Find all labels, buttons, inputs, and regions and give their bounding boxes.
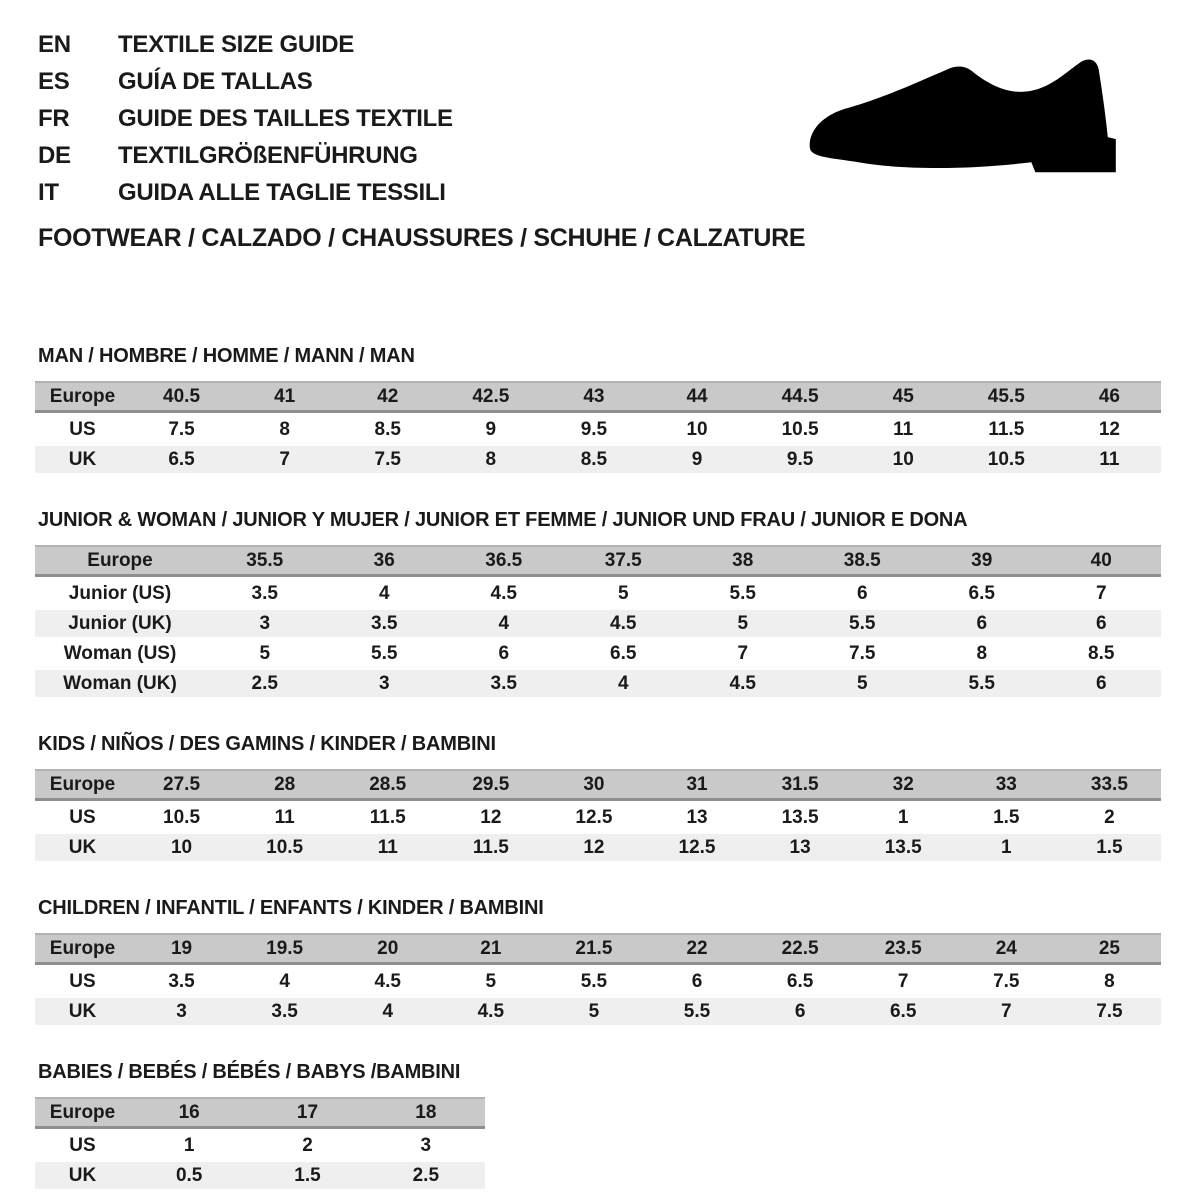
- size-cell: 7.5: [993, 970, 1020, 992]
- table-row: [35, 580, 1161, 607]
- row-label-cell: UK: [35, 446, 130, 473]
- size-cell: 6.5: [610, 642, 637, 664]
- size-cell: 5.5: [371, 642, 398, 664]
- header-size-cell: 45.5: [955, 381, 1058, 413]
- size-cell: 11: [274, 806, 295, 828]
- size-table-section-man: [38, 345, 1164, 476]
- table-row: [35, 381, 1161, 413]
- size-cell: 12.5: [645, 834, 748, 861]
- header-size-cell: 32: [852, 769, 955, 801]
- header-size-cell: 29.5: [439, 769, 542, 801]
- header-size-cell: 21: [439, 933, 542, 965]
- size-cell: 2: [1104, 806, 1115, 828]
- size-table-babies: [35, 1094, 485, 1192]
- table-row: [35, 640, 1161, 667]
- size-cell: 3: [325, 670, 445, 697]
- header-size-cell: 44.5: [749, 381, 852, 413]
- header-size-cell: 40: [1042, 545, 1162, 577]
- header-label-cell: Europe: [35, 933, 130, 965]
- size-cell: 6: [691, 970, 703, 992]
- header-size-cell: 16: [130, 1097, 248, 1129]
- header-size-cell: 28: [233, 769, 336, 801]
- header-size-cell: 38: [683, 545, 803, 577]
- section-title: BABIES / BEBÉS / BÉBÉS / BABYS /BAMBINI: [38, 1061, 461, 1083]
- size-cell: 1: [183, 1134, 195, 1156]
- row-label-cell: Woman (US): [63, 642, 177, 664]
- size-cell: 8: [976, 642, 988, 664]
- size-cell: 5.5: [729, 582, 756, 604]
- size-cell: 6.5: [130, 446, 233, 473]
- header-size-cell: 44: [645, 381, 748, 413]
- size-cell: 6: [749, 998, 852, 1025]
- header-size-cell: 19: [130, 933, 233, 965]
- size-cell: 7: [233, 446, 336, 473]
- section-title: CHILDREN / INFANTIL / ENFANTS / KINDER / BAMBINI: [38, 897, 544, 919]
- size-cell: 5: [617, 582, 629, 604]
- size-cell: 6: [498, 642, 510, 664]
- size-cell: 12: [480, 806, 502, 828]
- header-size-cell: 18: [367, 1097, 485, 1129]
- size-cell: 3.5: [251, 582, 278, 604]
- size-cell: 9.5: [749, 446, 852, 473]
- size-cell: 12.5: [575, 806, 613, 828]
- header-size-cell: 35.5: [205, 545, 325, 577]
- size-cell: 4: [336, 998, 439, 1025]
- size-cell: 10.5: [781, 418, 819, 440]
- category-title: FOOTWEAR / CALZADO / CHAUSSURES / SCHUHE / CALZATURE: [38, 224, 806, 252]
- size-cell: 3: [205, 610, 325, 637]
- table-row: [35, 769, 1161, 801]
- header-size-cell: 41: [233, 381, 336, 413]
- size-cell: 1: [955, 834, 1058, 861]
- size-cell: 7.5: [336, 446, 439, 473]
- table-row: [35, 1132, 485, 1159]
- size-cell: 4.5: [439, 998, 542, 1025]
- row-label-cell: US: [69, 970, 96, 992]
- language-code: EN: [38, 31, 71, 58]
- header-label-cell: Europe: [35, 1097, 130, 1129]
- size-cell: 1.5: [993, 806, 1020, 828]
- size-cell: 7: [955, 998, 1058, 1025]
- header-size-cell: 36: [325, 545, 445, 577]
- size-cell: 10.5: [163, 806, 201, 828]
- size-table-section-kids: [38, 733, 1164, 864]
- table-row: [35, 446, 1161, 473]
- size-cell: 3.5: [168, 970, 195, 992]
- size-cell: 5.5: [922, 670, 1042, 697]
- size-cell: 4.5: [490, 582, 517, 604]
- header-size-cell: 27.5: [130, 769, 233, 801]
- size-cell: 4.5: [564, 610, 684, 637]
- size-cell: 12: [1098, 418, 1120, 440]
- size-cell: 3: [420, 1134, 432, 1156]
- header-size-cell: 25: [1058, 933, 1161, 965]
- size-cell: 5: [485, 970, 497, 992]
- row-label-cell: US: [69, 1134, 96, 1156]
- header-size-cell: 33.5: [1058, 769, 1161, 801]
- header-size-cell: 40.5: [130, 381, 233, 413]
- header-size-cell: 36.5: [444, 545, 564, 577]
- size-cell: 9.5: [580, 418, 608, 440]
- size-cell: 6: [856, 582, 868, 604]
- language-code: FR: [38, 105, 70, 132]
- header-size-cell: 33: [955, 769, 1058, 801]
- size-cell: 6.5: [968, 582, 995, 604]
- row-label-cell: Woman (UK): [35, 670, 205, 697]
- row-label-cell: UK: [35, 998, 130, 1025]
- language-code: ES: [38, 68, 70, 95]
- language-label: GUÍA DE TALLAS: [118, 68, 313, 95]
- size-table-section-children: [38, 897, 1164, 1028]
- size-cell: 10: [852, 446, 955, 473]
- size-cell: 8.5: [542, 446, 645, 473]
- size-cell: 11: [1058, 446, 1161, 473]
- size-cell: 9: [485, 418, 497, 440]
- size-cell: 11: [336, 834, 439, 861]
- size-cell: 13: [686, 806, 708, 828]
- size-cell: 13: [749, 834, 852, 861]
- size-cell: 11.5: [369, 806, 406, 828]
- size-cell: 6: [1042, 610, 1162, 637]
- header-size-cell: 17: [248, 1097, 366, 1129]
- row-label-cell: US: [69, 806, 96, 828]
- size-cell: 8: [279, 418, 290, 440]
- header-size-cell: 39: [922, 545, 1042, 577]
- table-row: [35, 1162, 485, 1189]
- row-label-cell: UK: [35, 834, 130, 861]
- header-size-cell: 22.5: [749, 933, 852, 965]
- size-cell: 1.5: [248, 1162, 366, 1189]
- size-cell: 6: [1042, 670, 1162, 697]
- size-cell: 11.5: [439, 834, 542, 861]
- size-cell: 2: [302, 1134, 313, 1156]
- table-row: [35, 1097, 485, 1129]
- size-cell: 3.5: [444, 670, 564, 697]
- table-row: [35, 416, 1161, 443]
- size-cell: 13.5: [852, 834, 955, 861]
- header-label-cell: Europe: [35, 381, 130, 413]
- header-size-cell: 23.5: [852, 933, 955, 965]
- header-size-cell: 31: [645, 769, 748, 801]
- header-size-cell: 21.5: [542, 933, 645, 965]
- size-cell: 9: [645, 446, 748, 473]
- table-row: [35, 834, 1161, 861]
- size-cell: 5: [683, 610, 803, 637]
- row-label-cell: UK: [35, 1162, 130, 1189]
- size-cell: 3.5: [325, 610, 445, 637]
- header-size-cell: 42: [336, 381, 439, 413]
- size-cell: 6.5: [852, 998, 955, 1025]
- size-cell: 11: [893, 418, 914, 440]
- header-size-cell: 38.5: [803, 545, 923, 577]
- size-cell: 5: [259, 642, 271, 664]
- header-size-cell: 28.5: [336, 769, 439, 801]
- size-cell: 5: [542, 998, 645, 1025]
- header-size-cell: 42.5: [439, 381, 542, 413]
- size-cell: 7: [1095, 582, 1107, 604]
- header-label-cell: Europe: [35, 769, 130, 801]
- header-size-cell: 19.5: [233, 933, 336, 965]
- size-cell: 3: [130, 998, 233, 1025]
- table-row: [35, 998, 1161, 1025]
- size-cell: 1: [897, 806, 909, 828]
- size-table-kids: [35, 766, 1161, 864]
- size-cell: 2.5: [367, 1162, 485, 1189]
- size-cell: 5.5: [580, 970, 608, 992]
- size-cell: 8.5: [1088, 642, 1115, 664]
- header-size-cell: 37.5: [564, 545, 684, 577]
- size-cell: 5: [803, 670, 923, 697]
- header-size-cell: 20: [336, 933, 439, 965]
- table-row: [35, 968, 1161, 995]
- size-cell: 8: [1104, 970, 1115, 992]
- size-cell: 4.5: [683, 670, 803, 697]
- size-cell: 12: [542, 834, 645, 861]
- dress-shoe-icon: [798, 50, 1150, 202]
- size-cell: 11.5: [988, 418, 1025, 440]
- header-size-cell: 30: [542, 769, 645, 801]
- language-code: IT: [38, 179, 59, 206]
- size-cell: 10.5: [233, 834, 336, 861]
- row-label-cell: Junior (US): [68, 582, 172, 604]
- table-row: [35, 933, 1161, 965]
- size-cell: 7: [897, 970, 909, 992]
- language-label: GUIDA ALLE TAGLIE TESSILI: [118, 179, 446, 206]
- size-cell: 7.5: [849, 642, 876, 664]
- size-cell: 5.5: [645, 998, 748, 1025]
- size-cell: 0.5: [130, 1162, 248, 1189]
- size-cell: 10: [686, 418, 708, 440]
- size-cell: 7.5: [168, 418, 195, 440]
- section-title: MAN / HOMBRE / HOMME / MANN / MAN: [38, 345, 415, 367]
- header-size-cell: 22: [645, 933, 748, 965]
- header-size-cell: 31.5: [749, 769, 852, 801]
- size-cell: 4: [564, 670, 684, 697]
- size-cell: 8: [439, 446, 542, 473]
- size-cell: 10.5: [955, 446, 1058, 473]
- size-cell: 6: [922, 610, 1042, 637]
- header-size-cell: 24: [955, 933, 1058, 965]
- size-cell: 13.5: [781, 806, 819, 828]
- section-title: KIDS / NIÑOS / DES GAMINS / KINDER / BAMBINI: [38, 733, 496, 755]
- size-cell: 8.5: [374, 418, 401, 440]
- language-label: TEXTILE SIZE GUIDE: [118, 31, 354, 58]
- size-cell: 10: [130, 834, 233, 861]
- size-cell: 4: [378, 582, 390, 604]
- row-label-cell: Junior (UK): [35, 610, 205, 637]
- table-row: [35, 804, 1161, 831]
- size-table-junior-woman: [35, 542, 1161, 700]
- size-cell: 3.5: [233, 998, 336, 1025]
- header-size-cell: 43: [542, 381, 645, 413]
- size-cell: 4.5: [374, 970, 401, 992]
- size-cell: 7: [737, 642, 749, 664]
- size-table-section-junior-woman: [38, 509, 1164, 700]
- size-cell: 2.5: [205, 670, 325, 697]
- language-code: DE: [38, 142, 71, 169]
- header-size-cell: 46: [1058, 381, 1161, 413]
- size-table-man: [35, 378, 1161, 476]
- size-cell: 5.5: [803, 610, 923, 637]
- header-label-cell: Europe: [35, 545, 205, 577]
- table-row: [35, 545, 1161, 577]
- size-cell: 4: [279, 970, 290, 992]
- header-size-cell: 45: [852, 381, 955, 413]
- size-table-children: [35, 930, 1161, 1028]
- size-table-section-babies: [38, 1061, 1164, 1192]
- table-row: [35, 610, 1161, 637]
- row-label-cell: US: [69, 418, 96, 440]
- language-label: TEXTILGRÖßENFÜHRUNG: [118, 142, 418, 169]
- size-cell: 1.5: [1058, 834, 1161, 861]
- language-label: GUIDE DES TAILLES TEXTILE: [118, 105, 453, 132]
- size-cell: 7.5: [1058, 998, 1161, 1025]
- size-cell: 4: [444, 610, 564, 637]
- table-row: [35, 670, 1161, 697]
- size-tables: [38, 345, 1164, 1192]
- size-cell: 6.5: [786, 970, 814, 992]
- section-title: JUNIOR & WOMAN / JUNIOR Y MUJER / JUNIOR ET FEMME / JUNIOR UND FRAU / JUNIOR E DONA: [38, 509, 968, 531]
